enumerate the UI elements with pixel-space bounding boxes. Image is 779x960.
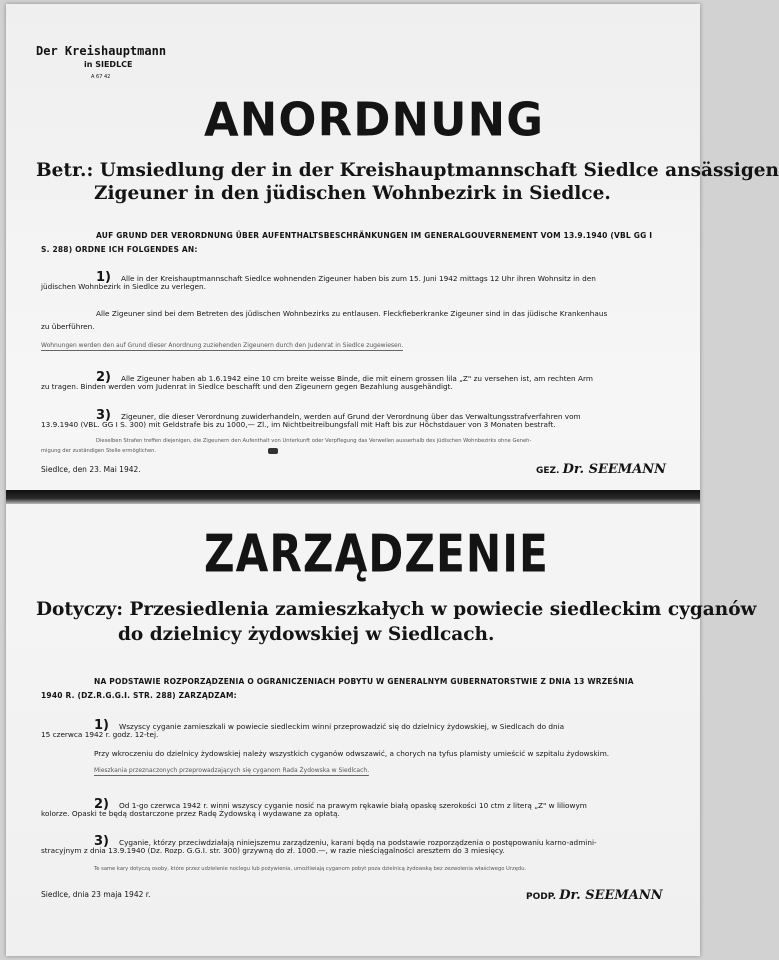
polish-signature-name: Dr. SEEMANN bbox=[559, 888, 663, 903]
polish-title: ZARZĄDZENIE bbox=[204, 524, 549, 584]
polish-p1c-smudged: Mieszkania przeznaczonych przeprowadzających się cyganom Rada Żydowska w Siedlcach. bbox=[94, 767, 370, 774]
polish-p2-line1: Od 1-go czerwca 1942 r. winni wszyscy cyganie nosić na prawym rękawie białą opaskę szerokości 10 ctm z literą „Z" w liliowym bbox=[119, 801, 587, 810]
polish-intro-line2: 1940 R. (DZ.R.G.G.I. STR. 288) ZARZĄDZAM: bbox=[41, 691, 237, 700]
polish-p3-number: 3) bbox=[94, 834, 109, 849]
poster-sheet bbox=[6, 4, 779, 956]
polish-intro-line1: NA PODSTAWIE ROZPORZĄDZENIA O OGRANICZENIACH POBYTU W GENERALNYM GUBERNATORSTWIE Z DNIA 13 WRZEŚNIA bbox=[94, 677, 634, 686]
polish-paragraph-1 bbox=[94, 714, 564, 733]
german-subject-line1 bbox=[36, 160, 779, 182]
polish-date: Siedlce, dnia 23 maja 1942 r. bbox=[41, 890, 151, 899]
polish-p1b: Przy wkroczeniu do dzielnicy żydowskiej należy wszystkich cyganów odwszawić, a chorych na tyfus plamisty umieścić w szpitalu żydowskim. bbox=[94, 749, 610, 758]
polish-subject-label: Dotyczy: bbox=[36, 599, 124, 620]
german-subject-line2: Zigeuner in den jüdischen Wohnbezirk in Siedlce. bbox=[94, 183, 611, 204]
german-p1b-line1: Alle Zigeuner sind bei dem Betreten des jüdischen Wohnbezirks zu entlausen. Fleckfieberkranke Zigeuner sind in das jüdische Krankenhaus bbox=[96, 309, 608, 318]
paper-fold bbox=[6, 490, 700, 504]
authority-location: in SIEDLCE bbox=[84, 60, 133, 69]
german-intro-line2: S. 288) ORDNE ICH FOLGENDES AN: bbox=[41, 245, 198, 254]
reference-number: A 67 42 bbox=[91, 74, 111, 80]
polish-signature bbox=[526, 888, 663, 903]
german-signature-name: Dr. SEEMANN bbox=[562, 462, 667, 477]
german-p3-line1: Zigeuner, die dieser Verordnung zuwiderhandeln, werden auf Grund der Verordnung über das Verwaltungsstrafverfahren vom bbox=[121, 412, 581, 421]
polish-p3-line2: stracyjnym z dnia 13.9.1940 (Dz. Rozp. G.G.I. str. 300) grzywną do zł. 1000.—, w razie nieściągalności aresztem do 3 miesięcy. bbox=[41, 846, 505, 855]
german-title: ANORDNUNG bbox=[204, 94, 545, 147]
polish-p1-number: 1) bbox=[94, 718, 109, 733]
german-subject-label: Betr.: bbox=[36, 160, 94, 181]
polish-p3b: Te same kary dotyczą osoby, które przez udzielenie noclegu lub pożywienia, umożliwiają cyganom pobyt poza dzielnicą żydowską bez zezwolenia właściwego Urzędu. bbox=[94, 866, 527, 872]
german-p2-number: 2) bbox=[96, 370, 111, 385]
german-intro-line1: AUF GRUND DER VERORDNUNG ÜBER AUFENTHALTSBESCHRÄNKUNGEN IM GENERALGOUVERNEMENT VOM 13.9.1940 (VBL GG I bbox=[96, 231, 653, 240]
german-signature bbox=[536, 462, 666, 477]
german-date: Siedlce, den 23. Mai 1942. bbox=[41, 465, 141, 474]
german-p1c-smudged: Wohnungen werden den auf Grund dieser Anordnung zuziehenden Zigeunern durch den Judenrat in Siedlce zugewiesen. bbox=[41, 342, 404, 349]
polish-subject-text1: Przesiedlenia zamieszkałych w powiecie siedleckim cyganów bbox=[129, 599, 757, 620]
polish-p2-number: 2) bbox=[94, 797, 109, 812]
polish-p1-line1: Wszyscy cyganie zamieszkali w powiecie siedleckim winni przeprowadzić się do dzielnicy żydowskiej, w Siedlcach do dnia bbox=[119, 722, 565, 731]
german-p3b-line2: migung der zuständigen Stelle ermöglichen. bbox=[41, 448, 157, 454]
german-subject-text1: Umsiedlung der in der Kreishauptmannschaft Siedlce ansässigen bbox=[99, 160, 779, 181]
german-p3b-line1: Dieselben Strafen treffen diejenigen, die Zigeunern den Aufenthalt von Unterkunft oder Verpflegung das Verweilen ausserhalb des jüdischen Wohnbezirks ohne Geneh- bbox=[96, 438, 532, 444]
german-p3-line2: 13.9.1940 (VBL. GG I S. 300) mit Geldstrafe bis zu 1000,— Zl., im Nichtbeitreibungsfall mit Haft bis zur Höchstdauer von 3 Monaten bestraft. bbox=[41, 420, 556, 429]
german-p3-number: 3) bbox=[96, 408, 111, 423]
german-p1-number: 1) bbox=[96, 270, 111, 285]
polish-signature-prefix: PODP. bbox=[526, 892, 557, 902]
german-p1b-line2: zu überführen. bbox=[41, 322, 95, 331]
polish-p1-line2: 15 czerwca 1942 r. godz. 12-tej. bbox=[41, 730, 159, 739]
polish-subject-line1 bbox=[36, 599, 756, 621]
german-p2-line2: zu tragen. Binden werden vom Judenrat in Siedlce beschafft und den Zigeunern gegen Bezahlung ausgehändigt. bbox=[41, 382, 453, 391]
german-p1-line2: jüdischen Wohnbezirk in Siedlce zu verlegen. bbox=[41, 282, 206, 291]
polish-subject-line2: do dzielnicy żydowskiej w Siedlcach. bbox=[118, 624, 495, 645]
german-p1-line1: Alle in der Kreishauptmannschaft Siedlce wohnenden Zigeuner haben bis zum 15. Juni 1942 mittags 12 Uhr ihren Wohnsitz in den bbox=[121, 274, 596, 283]
polish-p3-line1: Cyganie, którzy przeciwdziałają niniejszemu zarządzeniu, karani będą na podstawie rozporządzenia o postępowaniu karno-admini- bbox=[119, 838, 597, 847]
german-signature-prefix: GEZ. bbox=[536, 466, 560, 476]
authority-title: Der Kreishauptmann bbox=[36, 44, 167, 58]
polish-p2-line2: kolorze. Opaski te będą dostarczone przez Radę Żydowską i wydawane za opłatą. bbox=[41, 809, 340, 818]
german-p2-line1: Alle Zigeuner haben ab 1.6.1942 eine 10 cm breite weisse Binde, die mit einem grossen lila „Z" zu versehen ist, am rechten Arm bbox=[121, 374, 593, 383]
ink-mark bbox=[268, 448, 278, 454]
